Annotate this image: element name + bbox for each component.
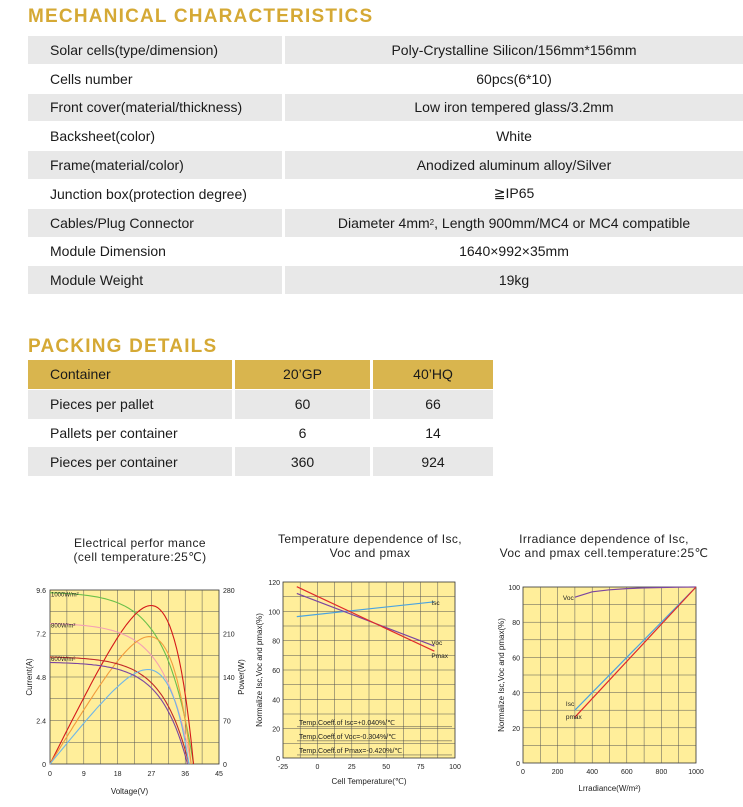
table-row [28,238,743,267]
chart-title-line: Voc and pmax [329,546,411,560]
y-tick-label: 40 [512,690,520,698]
row-value [285,209,743,237]
chart-title-electrical [30,536,250,564]
table-row [28,266,743,295]
row-value: Low iron tempered glass/3.2mm [285,94,743,122]
y-tick-label: 7.2 [36,631,46,639]
cell-value: 14 [425,424,441,441]
row-label: Module Weight [28,266,282,294]
row-label: Frame(material/color) [28,151,282,179]
chart-title-line: Voc and pmax cell.temperature:25℃ [499,546,709,560]
x-tick-label: -25 [277,764,289,771]
series-label: Isc [565,701,575,709]
x-tick-label: 45 [215,771,223,778]
row-value: 19kg [285,266,743,294]
series-label: Pmax [431,653,448,661]
x-tick-label: 0 [315,764,320,771]
electrical-performance-chart [0,575,248,807]
x-tick-label: 200 [551,769,564,776]
chart-title-line: Temperature dependence of Isc, [277,532,463,546]
x-tick-label: 75 [416,764,425,771]
row-label: Junction box(protection degree) [50,185,247,202]
row-value: ≧IP65 [493,185,535,202]
series-label: Voc [562,595,574,603]
x-tick-label: 50 [382,764,391,771]
row-value: Poly-Crystalline Silicon/156mm*156mm [285,36,743,64]
x-tick-label: 25 [347,764,356,771]
cable-diameter-text: Diameter 4mm [337,214,430,231]
cell-value: 6 [298,424,307,441]
row-label: Backsheet(color) [50,128,156,145]
y2-tick-label: 280 [223,588,235,595]
coefficient-annotation: Temp.Coeff.of Pmax=-0.420%/℃ [299,747,403,755]
irradiance-dependence-chart [488,575,728,807]
x-axis-label: Lrradiance(W/m²) [578,784,641,793]
y-tick-label: 40 [272,697,280,705]
table-header-row [28,360,493,389]
y-axis-label: Normalize Isc,Voc and pmax(%) [255,613,264,727]
coefficient-annotation: Temp.Coeff.of Isc=+0.040%/℃ [299,719,396,727]
column-header: 20’GP [235,360,370,389]
y2-tick-label: 140 [223,675,235,682]
row-label: Pieces per container [28,447,232,476]
y-tick-label: 20 [512,725,520,733]
row-value: Anodized aluminum alloy/Silver [285,151,743,179]
cell-value: 66 [373,390,493,419]
table-row [28,122,743,151]
y-tick-label: 120 [268,580,280,587]
packing-section-title: PACKING DETAILS [28,336,218,357]
row-label: Module Dimension [50,243,166,260]
superscript: 2 [429,218,435,228]
series-label: 800W/m² [51,623,76,630]
table-row [28,180,743,209]
y-tick-label: 80 [512,620,520,628]
y-tick-label: 4.8 [36,675,46,682]
series-label: 600W/m² [51,657,76,664]
y-tick-label: 2.4 [36,718,46,726]
y2-tick-label: 0 [223,762,227,769]
cell-value: 60 [235,390,370,419]
x-tick-label: 1000 [688,769,704,776]
table-row [28,36,743,65]
table-row [28,209,743,238]
row-label: Front cover(material/thickness) [28,94,282,122]
x-tick-label: 100 [449,764,461,771]
table-row [28,151,743,180]
x-tick-label: 600 [620,769,633,776]
row-label: Pallets per container [50,424,178,441]
y-tick-label: 100 [508,585,520,592]
chart-title-temperature [255,532,485,560]
cable-length-text: , Length 900mm/MC4 or MC4 compatible [434,214,691,231]
mechanical-table [28,36,743,295]
y-axis-label: Normalize Isc,Voc and pmax(%) [497,618,506,732]
row-label: Solar cells(type/dimension) [28,36,282,64]
y2-tick-label: 70 [223,718,231,726]
y2-tick-label: 210 [223,631,235,639]
column-header: Container [28,360,232,389]
y-tick-label: 20 [272,726,280,734]
mechanical-section-title: MECHANICAL CHARACTERISTICS [28,6,374,27]
series-label: pmax [565,714,582,722]
y-tick-label: 60 [512,655,520,663]
chart-title-line: Irradiance dependence of Isc, [519,532,689,546]
table-row [28,447,493,476]
cell-value: 924 [373,447,493,476]
x-tick-label: 18 [113,771,122,778]
series-label: 1000W/m² [51,592,79,599]
x-tick-label: 0 [48,771,52,778]
column-header: 40’HQ [373,360,493,389]
x-tick-label: 27 [147,771,156,778]
x-tick-label: 9 [81,771,86,778]
chart-title-line: Electrical perfor mance [74,536,206,550]
chart-title-line: (cell temperature:25℃) [73,550,207,564]
x-tick-label: 0 [521,769,525,776]
x-tick-label: 800 [655,769,668,776]
y-tick-label: 80 [272,638,280,646]
x-axis-label: Voltage(V) [110,787,149,796]
y-tick-label: 0 [516,761,520,768]
row-value: 60pcs(6*10) [476,70,552,87]
y2-axis-label: Power(W) [237,659,246,695]
series-label: Isc [431,599,440,607]
table-row [28,390,493,419]
table-row [28,419,493,448]
cell-value: 360 [235,447,370,476]
x-tick-label: 400 [586,769,599,776]
x-tick-label: 36 [181,771,190,778]
x-axis-label: Cell Temperature(℃) [331,777,407,786]
y-tick-label: 100 [268,609,280,617]
table-row [28,94,743,123]
row-label: Cables/Plug Connector [28,209,282,237]
coefficient-annotation: Temp.Coeff.of Voc=-0.304%/℃ [299,733,397,741]
y-tick-label: 9.6 [36,588,46,595]
temperature-dependence-chart [248,575,480,807]
row-label: Cells number [50,70,133,87]
y-tick-label: 0 [276,756,280,763]
y-axis-label: Current(A) [25,658,34,696]
y-tick-label: 60 [272,668,280,675]
chart-title-irradiance [486,532,722,560]
packing-table [28,360,493,476]
series-label: Voc [431,640,443,648]
table-row [28,65,743,94]
y-tick-label: 0 [42,762,46,769]
row-value: 1640×992×35mm [459,243,569,260]
row-value: White [496,128,532,145]
row-label: Pieces per pallet [28,390,232,419]
